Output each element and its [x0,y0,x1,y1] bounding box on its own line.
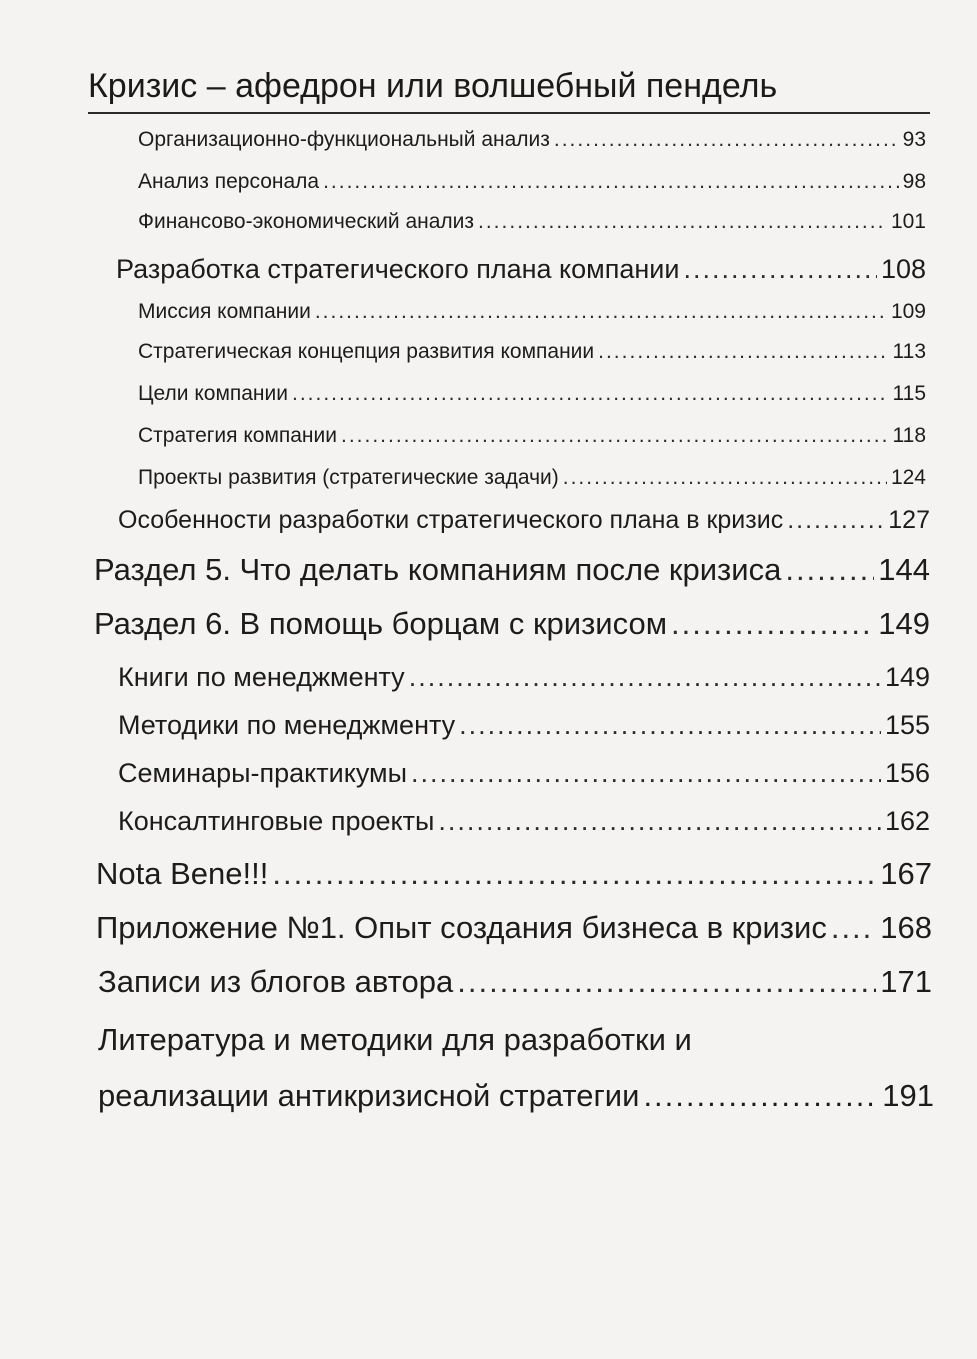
toc-entry [118,806,930,837]
toc-entry [98,1012,934,1124]
toc-entry-title: Методики по менеджменту [118,710,456,740]
dot-leader [341,424,889,448]
dot-leader [478,210,887,234]
toc-entry-title: Семинары-практикумы [118,758,407,788]
toc-entry [138,466,926,490]
toc-entry-page: 124 [890,466,926,489]
toc-entry-title: Раздел 6. В помощь борцам с кризисом [94,606,668,641]
toc-entry-page: 98 [902,170,926,193]
toc-entry-title: Стратегия компании [138,424,337,447]
toc-entry-title: Цели компании [138,382,288,405]
toc-entry-page: 167 [880,856,932,891]
toc-entry [138,128,926,152]
dot-leader [598,340,888,364]
toc-entry [98,964,932,1000]
dot-leader [554,128,899,152]
toc-entry-title: Миссия компании [138,300,311,323]
dot-leader [292,382,889,406]
toc-entry [96,856,932,892]
dot-leader [323,170,899,194]
toc-entry-title: Стратегическая концепция развития компании [138,340,595,363]
toc-entry-page: 127 [888,506,930,534]
toc-entry [138,382,926,406]
dot-leader [272,856,876,892]
toc-entry-title-line1: Литература и методики для разработки и [98,1022,692,1057]
toc-entry-page: 149 [878,606,930,641]
toc-entry-page: 113 [892,340,926,363]
toc-entry-title: Финансово-экономический анализ [138,210,475,233]
dot-leader [457,964,876,1000]
toc-entry [118,662,930,693]
toc-entry-line2 [98,1068,934,1124]
toc-entry-page: 156 [884,758,930,788]
toc-entry [138,210,926,234]
toc-entry [118,710,930,741]
toc-entry-page: 155 [884,710,930,740]
toc-entry-page: 149 [884,662,930,692]
toc-entry-page: 118 [892,424,926,447]
toc-entry-title: Организационно-функциональный анализ [138,128,550,151]
dot-leader [409,662,881,693]
toc-entry-page: 101 [890,210,926,233]
toc-entry-page: 93 [902,128,926,151]
dot-leader [683,254,876,285]
toc-entry-title: Записи из блогов автора [98,964,454,999]
toc-entry-page: 191 [882,1078,934,1113]
toc-entry-title: Разработка стратегического плана компании [116,254,680,284]
dot-leader [785,552,874,588]
dot-leader [563,466,887,490]
toc-entry [94,606,930,642]
toc-entry [116,254,926,285]
toc-entry-page: 108 [880,254,926,284]
toc-entry-title: Nota Bene!!! [96,856,269,891]
toc-entry-page: 109 [890,300,926,323]
dot-leader [438,806,881,837]
toc-entry-title: Раздел 5. Что делать компаниям после кризиса [94,552,782,587]
toc-entry [138,340,926,364]
dot-leader [671,606,874,642]
toc-entry [96,910,932,946]
toc-entry [94,552,930,588]
toc-entry-title: Анализ персонала [138,170,320,193]
toc-entry [118,758,930,789]
dot-leader [787,506,884,535]
toc-entry-title: Книги по менеджменту [118,662,405,692]
toc-entry-title: Особенности разработки стратегического плана в кризис [118,506,784,534]
dot-leader [411,758,881,789]
dot-leader [831,910,876,946]
toc-entry [138,170,926,194]
toc-entry-title: Консалтинговые проекты [118,806,435,836]
toc-entry-page: 144 [878,552,930,587]
toc-entry-page: 171 [880,964,932,999]
toc-entry-page: 162 [884,806,930,836]
dot-leader [459,710,881,741]
toc-entry [138,424,926,448]
toc-entry-page: 115 [892,382,926,405]
dot-leader [315,300,887,324]
dot-leader [643,1068,878,1124]
toc-entry-page: 168 [880,910,932,945]
toc-entry-title: Приложение №1. Опыт создания бизнеса в кризис [96,910,827,945]
toc-entry [138,300,926,324]
toc-entry-title-line2: реализации антикризисной стратегии [98,1078,640,1113]
toc-entry-title: Проекты развития (стратегические задачи) [138,466,559,489]
running-head: Кризис – афедрон или волшебный пендель [88,64,930,114]
toc-entry [118,506,930,535]
